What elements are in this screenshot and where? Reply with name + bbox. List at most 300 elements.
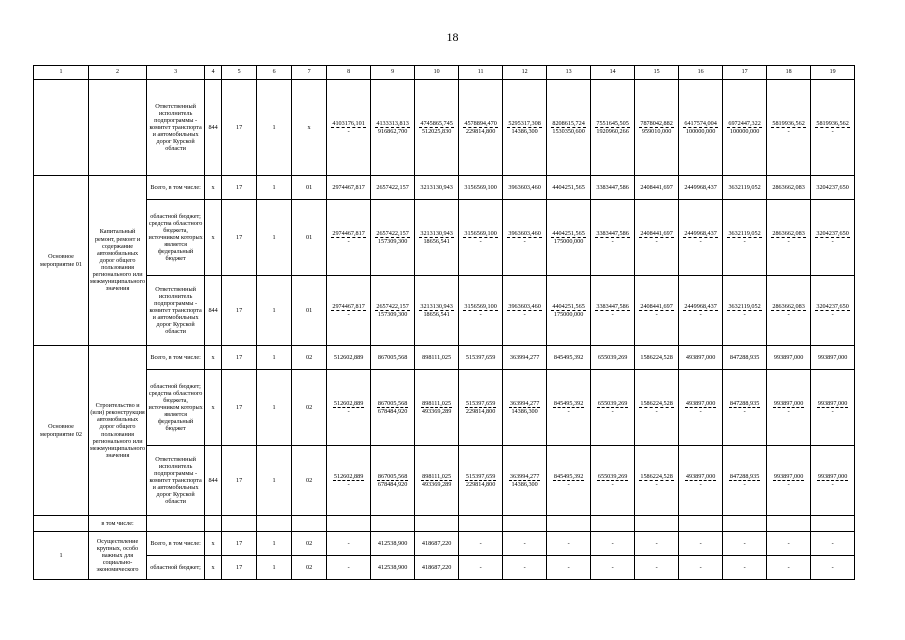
value-cell	[547, 176, 591, 200]
value-cell	[371, 276, 415, 346]
value-cell	[723, 532, 767, 556]
empty-cell	[591, 516, 635, 532]
value-cell	[679, 556, 723, 580]
value-cell	[371, 556, 415, 580]
code-c5: 17	[222, 200, 257, 276]
value-cell	[591, 80, 635, 176]
value-cell	[767, 346, 811, 370]
value-total: 3156569,100	[464, 183, 497, 191]
value-total: -	[699, 563, 702, 571]
value-federal: -	[523, 311, 526, 318]
value-total: 6417574,004	[684, 119, 717, 127]
value-cell	[459, 556, 503, 580]
value-total: 4578894,470	[464, 119, 497, 127]
value-total: -	[479, 563, 482, 571]
value-total: 2657422,157	[376, 302, 409, 310]
value-cell	[503, 176, 547, 200]
value-cell	[591, 346, 635, 370]
value-cell	[415, 532, 459, 556]
value-total: 2449968,437	[684, 183, 717, 191]
value-total: 493897,000	[685, 399, 716, 407]
value-total: 845495,392	[553, 353, 584, 361]
value-cell	[415, 370, 459, 446]
empty-cell	[547, 516, 591, 532]
value-total: -	[611, 539, 614, 547]
value-cell	[635, 346, 679, 370]
code-c5: 17	[222, 446, 257, 516]
value-federal: -	[567, 481, 570, 488]
value-cell	[723, 276, 767, 346]
value-federal: 678484,920	[377, 408, 408, 415]
value-federal: 959010,000	[641, 128, 672, 135]
value-total: 2863662,083	[772, 183, 805, 191]
value-federal: -	[347, 408, 350, 415]
code-c6: 1	[257, 176, 292, 200]
value-total: 418687,220	[421, 563, 452, 571]
value-total: -	[523, 563, 526, 571]
measure-name: Осуществление крупных, особо важных для социально-экономического	[89, 532, 147, 580]
empty-cell	[811, 516, 855, 532]
value-cell	[811, 276, 855, 346]
funding-source: Ответственный исполнитель подпрограммы - комитет транспорта и автомобильных дорог Курской области	[147, 80, 205, 176]
value-federal: -	[347, 311, 350, 318]
measure-code: 1	[34, 532, 89, 580]
value-total: 5819936,562	[816, 119, 849, 127]
value-total: 4133313,813	[376, 119, 409, 127]
value-total: 5295317,308	[508, 119, 541, 127]
value-federal: 229814,800	[465, 481, 496, 488]
value-total: -	[479, 539, 482, 547]
value-cell	[459, 80, 503, 176]
value-total: 2863662,083	[772, 229, 805, 237]
code-c4: 844	[205, 446, 222, 516]
code-c7: 01	[292, 276, 327, 346]
value-federal: -	[523, 238, 526, 245]
funding-source: областной бюджет; средства областного бюджета, источником которых является федеральный бюджет	[147, 370, 205, 446]
value-federal: -	[611, 311, 614, 318]
code-c6: 1	[257, 556, 292, 580]
value-total: 847288,935	[729, 472, 760, 480]
value-total: 847288,935	[729, 353, 760, 361]
value-total: 3213130,943	[420, 229, 453, 237]
value-federal: 175000,000	[553, 311, 584, 318]
value-total: 993897,000	[817, 399, 848, 407]
value-total: 4745865,745	[420, 119, 453, 127]
value-federal: -	[655, 408, 658, 415]
header-col-15: 15	[635, 66, 679, 80]
value-federal: 100000,000	[729, 128, 760, 135]
value-cell	[327, 200, 371, 276]
header-col-13: 13	[547, 66, 591, 80]
value-cell	[459, 346, 503, 370]
value-total: 7551645,505	[596, 119, 629, 127]
value-cell	[371, 176, 415, 200]
empty-cell	[292, 516, 327, 532]
value-federal: -	[479, 238, 482, 245]
funding-source: Всего, в том числе:	[147, 176, 205, 200]
value-total: 867005,568	[377, 353, 408, 361]
value-federal: 678484,920	[377, 481, 408, 488]
value-total: -	[743, 539, 746, 547]
empty-cell	[371, 516, 415, 532]
value-cell	[591, 176, 635, 200]
code-c4: x	[205, 200, 222, 276]
value-cell	[679, 446, 723, 516]
value-total: 2974467,817	[332, 302, 365, 310]
value-total: 2974467,817	[332, 229, 365, 237]
value-total: 3213130,943	[420, 183, 453, 191]
code-c6: 1	[257, 370, 292, 446]
value-cell	[503, 80, 547, 176]
value-cell	[767, 370, 811, 446]
value-total: 493897,000	[685, 472, 716, 480]
value-federal: 229814,800	[465, 408, 496, 415]
value-federal: 493369,289	[421, 481, 452, 488]
value-cell	[679, 200, 723, 276]
value-total: 5819936,562	[772, 119, 805, 127]
value-total: -	[655, 563, 658, 571]
value-total: -	[831, 539, 834, 547]
value-cell	[459, 176, 503, 200]
value-cell	[459, 276, 503, 346]
funding-source: Ответственный исполнитель подпрограммы - комитет транспорта и автомобильных дорог Курской области	[147, 446, 205, 516]
value-cell	[591, 276, 635, 346]
value-total: 847288,935	[729, 399, 760, 407]
code-c5: 17	[222, 80, 257, 176]
empty-cell	[459, 516, 503, 532]
measure-name: Строительство и (или) реконструкция автомобильных дорог общего пользования регионального или межмуниципального значения	[89, 346, 147, 516]
value-federal: 512025,830	[421, 128, 452, 135]
header-col-2: 2	[89, 66, 147, 80]
value-federal: 157309,300	[377, 311, 408, 318]
table-row	[34, 80, 855, 176]
value-federal: 175000,000	[553, 238, 584, 245]
value-federal: 229814,800	[465, 128, 496, 135]
header-col-6: 6	[257, 66, 292, 80]
value-cell	[635, 176, 679, 200]
value-cell	[767, 446, 811, 516]
value-cell	[767, 556, 811, 580]
value-cell	[767, 276, 811, 346]
code-c4: x	[205, 346, 222, 370]
value-total: -	[743, 563, 746, 571]
table-row	[34, 370, 855, 446]
value-cell	[723, 346, 767, 370]
code-c7: x	[292, 80, 327, 176]
value-total: -	[523, 539, 526, 547]
value-total: 3156569,100	[464, 302, 497, 310]
empty-cell	[415, 516, 459, 532]
value-cell	[371, 532, 415, 556]
funding-source: Ответственный исполнитель подпрограммы - комитет транспорта и автомобильных дорог Курской области	[147, 276, 205, 346]
value-total: 412538,900	[377, 539, 408, 547]
value-cell	[811, 176, 855, 200]
value-cell	[547, 80, 591, 176]
value-cell	[459, 532, 503, 556]
value-federal: -	[655, 481, 658, 488]
value-federal: 18656,541	[423, 238, 450, 245]
value-cell	[503, 532, 547, 556]
value-total: 2657422,157	[376, 183, 409, 191]
header-col-7: 7	[292, 66, 327, 80]
code-c6: 1	[257, 346, 292, 370]
value-total: 3156569,100	[464, 229, 497, 237]
value-cell	[635, 276, 679, 346]
code-c7: 01	[292, 176, 327, 200]
value-cell	[811, 346, 855, 370]
value-federal: 1920960,266	[596, 128, 629, 135]
value-cell	[503, 200, 547, 276]
value-federal: 100000,000	[685, 128, 716, 135]
value-cell	[503, 446, 547, 516]
value-total: 2449968,437	[684, 229, 717, 237]
value-federal: -	[787, 311, 790, 318]
value-cell	[415, 446, 459, 516]
value-total: 493897,000	[685, 353, 716, 361]
value-cell	[459, 446, 503, 516]
header-col-14: 14	[591, 66, 635, 80]
value-cell	[811, 446, 855, 516]
header-row	[34, 66, 855, 80]
value-total: 867005,568	[377, 472, 408, 480]
table-row	[34, 200, 855, 276]
value-cell	[635, 200, 679, 276]
code-c7: 02	[292, 446, 327, 516]
code-c7: 02	[292, 556, 327, 580]
value-federal: -	[479, 311, 482, 318]
header-col-18: 18	[767, 66, 811, 80]
value-cell	[811, 532, 855, 556]
header-col-1: 1	[34, 66, 89, 80]
value-cell	[811, 80, 855, 176]
value-cell	[327, 176, 371, 200]
value-cell	[811, 370, 855, 446]
value-total: -	[567, 563, 570, 571]
value-total: -	[347, 563, 350, 571]
code-c5: 17	[222, 556, 257, 580]
value-total: 3213130,943	[420, 302, 453, 310]
value-total: 4103176,101	[332, 119, 365, 127]
value-cell	[327, 556, 371, 580]
value-federal: -	[699, 238, 702, 245]
value-federal: -	[699, 408, 702, 415]
value-total: -	[347, 539, 350, 547]
value-federal: -	[831, 128, 834, 135]
value-total: 993897,000	[773, 399, 804, 407]
table-row	[34, 556, 855, 580]
value-cell	[547, 556, 591, 580]
value-federal: -	[655, 238, 658, 245]
value-cell	[723, 176, 767, 200]
value-total: 2408441,697	[640, 302, 673, 310]
value-cell	[591, 532, 635, 556]
code-c5: 17	[222, 276, 257, 346]
value-cell	[547, 370, 591, 446]
value-total: 655039,269	[597, 353, 628, 361]
empty-cell	[679, 516, 723, 532]
value-total: 3204237,650	[816, 229, 849, 237]
value-federal: -	[743, 481, 746, 488]
value-cell	[679, 80, 723, 176]
value-total: 2657422,157	[376, 229, 409, 237]
header-col-12: 12	[503, 66, 547, 80]
empty-cell	[147, 516, 205, 532]
in-total-label: в том числе:	[89, 516, 147, 532]
value-cell	[371, 200, 415, 276]
value-total: 1586224,528	[640, 472, 673, 480]
code-c4: 844	[205, 276, 222, 346]
value-cell	[415, 276, 459, 346]
header-col-17: 17	[723, 66, 767, 80]
value-federal: -	[347, 238, 350, 245]
value-cell	[723, 370, 767, 446]
table-row	[34, 446, 855, 516]
measure-code: Основное мероприятие 02	[34, 346, 89, 516]
funding-source: областной бюджет; средства областного бюджета, источником которых является федеральный бюджет	[147, 200, 205, 276]
value-cell	[327, 370, 371, 446]
value-cell	[591, 370, 635, 446]
value-total: 3632119,052	[728, 302, 761, 310]
code-c7: 02	[292, 532, 327, 556]
code-c6: 1	[257, 446, 292, 516]
value-total: 512602,889	[333, 472, 364, 480]
table-row	[34, 346, 855, 370]
value-federal: -	[787, 408, 790, 415]
value-federal: -	[831, 481, 834, 488]
value-cell	[811, 200, 855, 276]
value-cell	[679, 532, 723, 556]
value-federal: -	[831, 408, 834, 415]
value-cell	[723, 200, 767, 276]
header-col-3: 3	[147, 66, 205, 80]
funding-source: Всего, в том числе:	[147, 346, 205, 370]
value-total: 2863662,083	[772, 302, 805, 310]
empty-cell	[257, 516, 292, 532]
value-total: 2408441,697	[640, 183, 673, 191]
page-number: 18	[446, 30, 459, 44]
value-cell	[327, 532, 371, 556]
empty-cell	[723, 516, 767, 532]
code-c5: 17	[222, 370, 257, 446]
value-cell	[723, 80, 767, 176]
value-cell	[767, 176, 811, 200]
value-cell	[679, 370, 723, 446]
value-total: -	[787, 539, 790, 547]
value-total: 867005,568	[377, 399, 408, 407]
empty-cell	[222, 516, 257, 532]
table-row	[34, 532, 855, 556]
value-federal: -	[611, 481, 614, 488]
code-c7: 02	[292, 346, 327, 370]
header-col-10: 10	[415, 66, 459, 80]
value-cell	[591, 446, 635, 516]
value-cell	[415, 176, 459, 200]
value-cell	[591, 556, 635, 580]
header-col-4: 4	[205, 66, 222, 80]
value-total: 6972447,322	[728, 119, 761, 127]
value-federal: -	[347, 128, 350, 135]
table-row	[34, 516, 855, 532]
value-total: 418687,220	[421, 539, 452, 547]
value-cell	[723, 446, 767, 516]
value-federal: 14386,300	[511, 481, 538, 488]
value-cell	[547, 346, 591, 370]
code-c6: 1	[257, 532, 292, 556]
funding-source: Всего, в том числе:	[147, 532, 205, 556]
empty-cell	[34, 516, 89, 532]
value-total: -	[699, 539, 702, 547]
value-total: 7878042,882	[640, 119, 673, 127]
value-cell	[459, 200, 503, 276]
value-federal: -	[787, 128, 790, 135]
value-cell	[415, 200, 459, 276]
code-c4: x	[205, 370, 222, 446]
value-cell	[327, 276, 371, 346]
value-total: 1586224,528	[640, 399, 673, 407]
value-federal: -	[787, 481, 790, 488]
value-total: 3383447,586	[596, 302, 629, 310]
value-federal: 493369,289	[421, 408, 452, 415]
value-total: 512602,889	[333, 399, 364, 407]
value-cell	[767, 532, 811, 556]
code-c6: 1	[257, 276, 292, 346]
value-cell	[503, 556, 547, 580]
value-cell	[635, 446, 679, 516]
value-federal: -	[743, 408, 746, 415]
value-cell	[327, 346, 371, 370]
table-row	[34, 176, 855, 200]
value-cell	[415, 346, 459, 370]
value-total: 3963603,460	[508, 183, 541, 191]
empty-cell	[89, 80, 147, 176]
value-federal: 916862,700	[377, 128, 408, 135]
header-col-5: 5	[222, 66, 257, 80]
value-cell	[327, 446, 371, 516]
value-cell	[415, 80, 459, 176]
code-c5: 17	[222, 346, 257, 370]
budget-table	[33, 65, 855, 580]
value-cell	[503, 370, 547, 446]
value-federal: 157309,300	[377, 238, 408, 245]
value-total: 993897,000	[817, 353, 848, 361]
value-cell	[635, 556, 679, 580]
value-federal: -	[567, 408, 570, 415]
value-total: 3383447,586	[596, 229, 629, 237]
value-federal: 14386,300	[511, 128, 538, 135]
value-total: 1586224,528	[640, 353, 673, 361]
value-total: -	[611, 563, 614, 571]
value-total: 4404251,565	[552, 229, 585, 237]
value-total: 363994,277	[509, 399, 540, 407]
value-federal: 18656,541	[423, 311, 450, 318]
empty-cell	[327, 516, 371, 532]
value-total: 2408441,697	[640, 229, 673, 237]
value-cell	[503, 346, 547, 370]
value-total: 515397,659	[465, 399, 496, 407]
value-total: 993897,000	[773, 353, 804, 361]
table-row	[34, 276, 855, 346]
value-federal: -	[611, 408, 614, 415]
header-col-11: 11	[459, 66, 503, 80]
value-cell	[679, 276, 723, 346]
value-cell	[679, 176, 723, 200]
value-total: 3383447,586	[596, 183, 629, 191]
header-col-9: 9	[371, 66, 415, 80]
value-federal: -	[699, 481, 702, 488]
code-c7: 01	[292, 200, 327, 276]
value-federal: -	[699, 311, 702, 318]
value-total: 363994,277	[509, 472, 540, 480]
